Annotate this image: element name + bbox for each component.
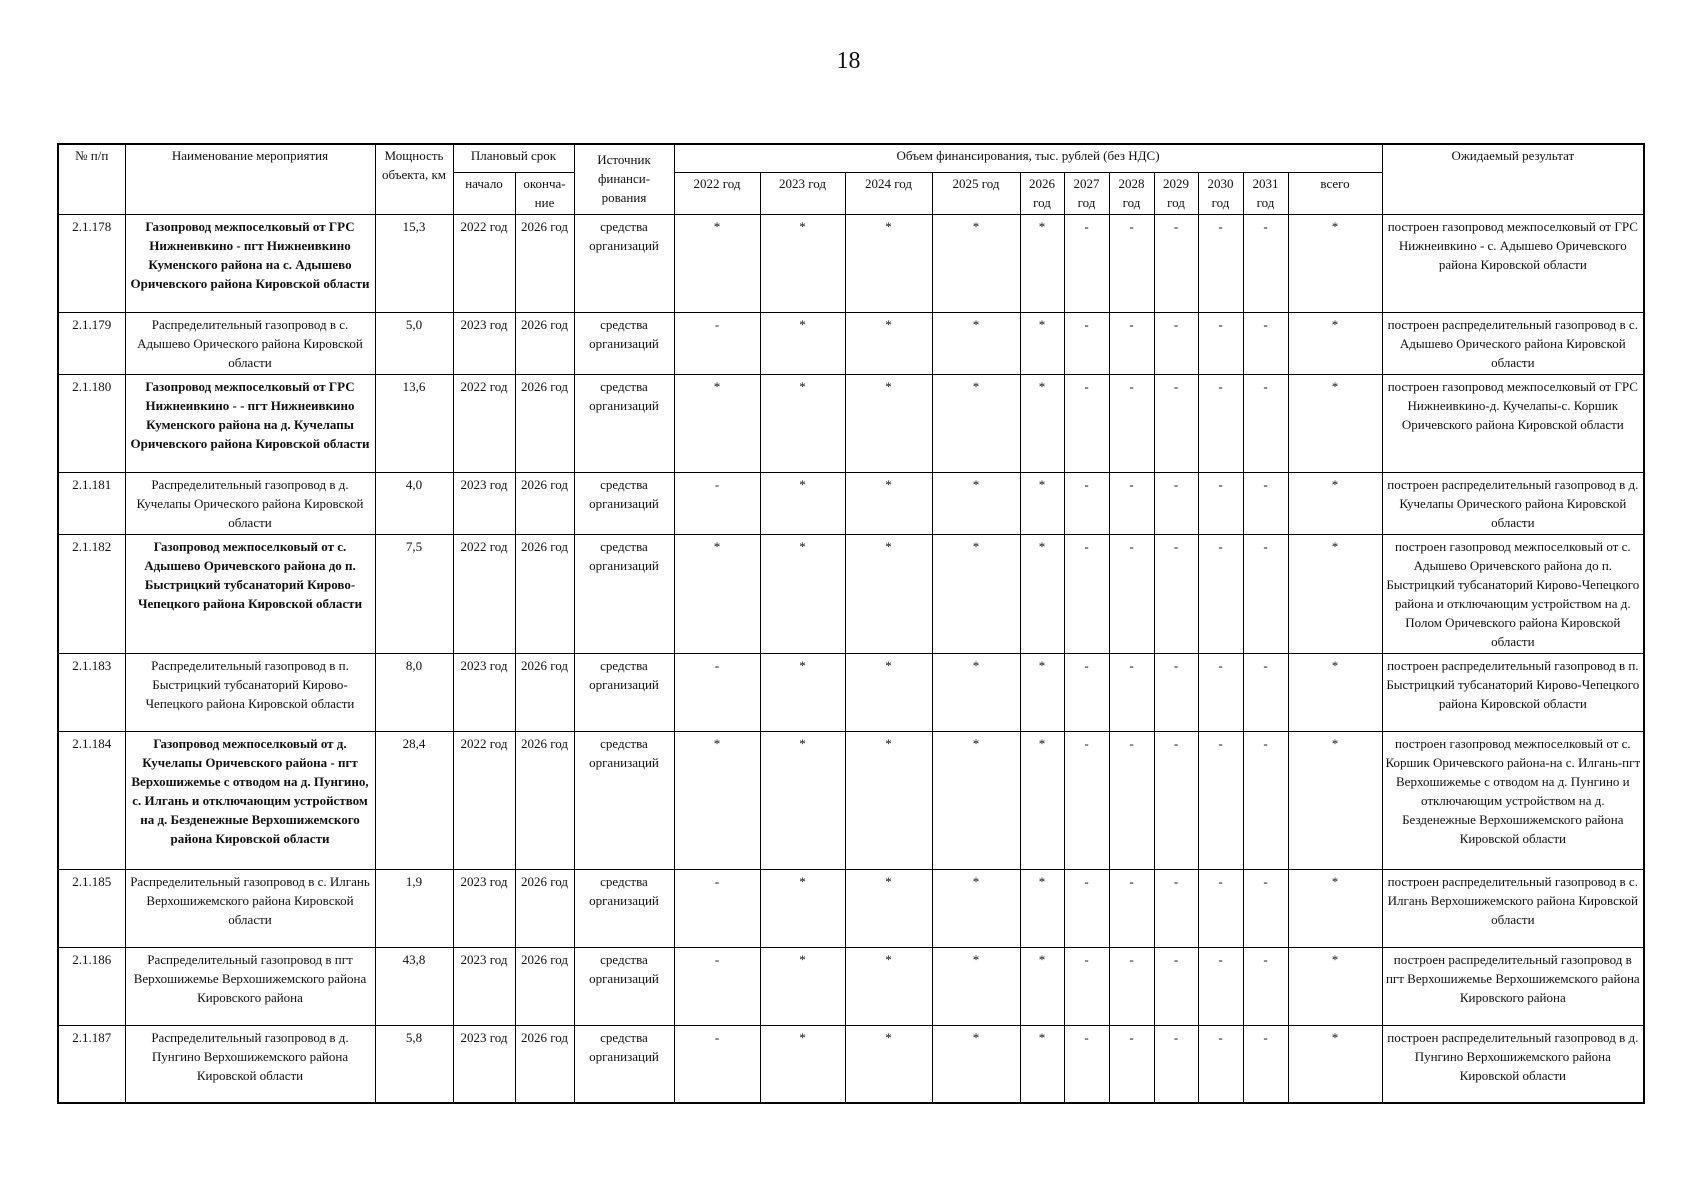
funding-source: средства организаций bbox=[574, 869, 674, 947]
term-end: 2026 год bbox=[515, 869, 574, 947]
funding-2024: * bbox=[845, 653, 932, 731]
term-start: 2023 год bbox=[453, 472, 515, 534]
funding-2030: - bbox=[1198, 947, 1243, 1025]
table-row bbox=[58, 214, 1644, 312]
funding-2031: - bbox=[1243, 214, 1288, 312]
funding-2022: * bbox=[674, 214, 760, 312]
table-body bbox=[58, 214, 1644, 1103]
header-term: Плановый срок bbox=[453, 144, 574, 172]
funding-2029: - bbox=[1154, 869, 1198, 947]
funding-source: средства организаций bbox=[574, 947, 674, 1025]
measure-name: Распределительный газопровод в п. Быстрицкий тубсанаторий Кирово-Чепецкого района Кировской области bbox=[125, 653, 375, 731]
funding-2024: * bbox=[845, 214, 932, 312]
funding-2023: * bbox=[760, 214, 845, 312]
funding-2023: * bbox=[760, 653, 845, 731]
funding-2030: - bbox=[1198, 653, 1243, 731]
header-source: Источник финанси-рования bbox=[574, 144, 674, 214]
funding-2026: * bbox=[1020, 534, 1064, 653]
funding-2031: - bbox=[1243, 534, 1288, 653]
table-row bbox=[58, 947, 1644, 1025]
funding-2023: * bbox=[760, 1025, 845, 1103]
row-number: 2.1.180 bbox=[58, 374, 125, 472]
funding-2028: - bbox=[1109, 312, 1154, 374]
funding-2022: - bbox=[674, 869, 760, 947]
funding-2022: * bbox=[674, 731, 760, 869]
term-end: 2026 год bbox=[515, 214, 574, 312]
header-year-2023: 2023 год bbox=[760, 172, 845, 214]
funding-2031: - bbox=[1243, 947, 1288, 1025]
funding-2028: - bbox=[1109, 214, 1154, 312]
expected-result: построен газопровод межпоселковый от с. Коршик Оричевского района-на с. Илгань-пгт Верхошижемье с отводом на д. Пунгино и отключающим устройством на д. Безденежные Верхошижемского района Кировской области bbox=[1382, 731, 1644, 869]
funding-2030: - bbox=[1198, 731, 1243, 869]
funding-2025: * bbox=[932, 534, 1020, 653]
header-capacity: Мощность объекта, км bbox=[375, 144, 453, 214]
funding-2031: - bbox=[1243, 312, 1288, 374]
term-start: 2023 год bbox=[453, 653, 515, 731]
funding-2025: * bbox=[932, 869, 1020, 947]
funding-2023: * bbox=[760, 731, 845, 869]
page-number: 18 bbox=[836, 48, 861, 74]
funding-2025: * bbox=[932, 214, 1020, 312]
funding-2029: - bbox=[1154, 731, 1198, 869]
term-start: 2022 год bbox=[453, 374, 515, 472]
term-start: 2022 год bbox=[453, 731, 515, 869]
funding-2025: * bbox=[932, 731, 1020, 869]
funding-2027: - bbox=[1064, 312, 1109, 374]
funding-2031: - bbox=[1243, 1025, 1288, 1103]
funding-2029: - bbox=[1154, 472, 1198, 534]
term-start: 2023 год bbox=[453, 1025, 515, 1103]
capacity-km: 8,0 bbox=[375, 653, 453, 731]
row-number: 2.1.182 bbox=[58, 534, 125, 653]
funding-total: * bbox=[1288, 472, 1382, 534]
funding-2028: - bbox=[1109, 731, 1154, 869]
header-num: № п/п bbox=[58, 144, 125, 214]
table-row bbox=[58, 534, 1644, 653]
funding-2026: * bbox=[1020, 214, 1064, 312]
measure-name: Газопровод межпоселковый от ГРС Нижнеивкино - - пгт Нижнеивкино Куменского района на д. Кучелапы Оричевского района Кировской области bbox=[125, 374, 375, 472]
funding-2029: - bbox=[1154, 947, 1198, 1025]
header-year-2027: 2027 год bbox=[1064, 172, 1109, 214]
funding-2030: - bbox=[1198, 374, 1243, 472]
capacity-km: 28,4 bbox=[375, 731, 453, 869]
table-row bbox=[58, 1025, 1644, 1103]
row-number: 2.1.179 bbox=[58, 312, 125, 374]
funding-2027: - bbox=[1064, 947, 1109, 1025]
funding-total: * bbox=[1288, 731, 1382, 869]
funding-2031: - bbox=[1243, 653, 1288, 731]
funding-2026: * bbox=[1020, 869, 1064, 947]
header-year-2025: 2025 год bbox=[932, 172, 1020, 214]
term-end: 2026 год bbox=[515, 312, 574, 374]
row-number: 2.1.181 bbox=[58, 472, 125, 534]
row-number: 2.1.186 bbox=[58, 947, 125, 1025]
funding-2029: - bbox=[1154, 534, 1198, 653]
funding-2027: - bbox=[1064, 214, 1109, 312]
funding-2024: * bbox=[845, 472, 932, 534]
funding-2025: * bbox=[932, 312, 1020, 374]
row-number: 2.1.178 bbox=[58, 214, 125, 312]
funding-2022: - bbox=[674, 1025, 760, 1103]
expected-result: построен газопровод межпоселковый от ГРС Нижнеивкино-д. Кучелапы-с. Коршик Оричевского района Кировской области bbox=[1382, 374, 1644, 472]
term-end: 2026 год bbox=[515, 534, 574, 653]
funding-2027: - bbox=[1064, 731, 1109, 869]
funding-2028: - bbox=[1109, 869, 1154, 947]
funding-source: средства организаций bbox=[574, 653, 674, 731]
capacity-km: 43,8 bbox=[375, 947, 453, 1025]
funding-2022: - bbox=[674, 653, 760, 731]
measure-name: Газопровод межпоселковый от с. Адышево Оричевского района до п. Быстрицкий тубсанаторий Кирово-Чепецкого района Кировской области bbox=[125, 534, 375, 653]
funding-2026: * bbox=[1020, 374, 1064, 472]
funding-2030: - bbox=[1198, 472, 1243, 534]
expected-result: построен распределительный газопровод в пгт Верхошижемье Верхошижемского района Кировского района bbox=[1382, 947, 1644, 1025]
funding-total: * bbox=[1288, 214, 1382, 312]
capacity-km: 5,0 bbox=[375, 312, 453, 374]
funding-2031: - bbox=[1243, 731, 1288, 869]
term-start: 2022 год bbox=[453, 214, 515, 312]
funding-2024: * bbox=[845, 374, 932, 472]
funding-2023: * bbox=[760, 312, 845, 374]
funding-2027: - bbox=[1064, 1025, 1109, 1103]
header-total: всего bbox=[1288, 172, 1382, 214]
term-start: 2023 год bbox=[453, 312, 515, 374]
funding-2029: - bbox=[1154, 1025, 1198, 1103]
funding-2024: * bbox=[845, 869, 932, 947]
funding-total: * bbox=[1288, 534, 1382, 653]
expected-result: построен распределительный газопровод в с. Адышево Орического района Кировской области bbox=[1382, 312, 1644, 374]
header-year-2031: 2031 год bbox=[1243, 172, 1288, 214]
row-number: 2.1.185 bbox=[58, 869, 125, 947]
funding-total: * bbox=[1288, 653, 1382, 731]
funding-source: средства организаций bbox=[574, 312, 674, 374]
header-year-2029: 2029 год bbox=[1154, 172, 1198, 214]
funding-2028: - bbox=[1109, 1025, 1154, 1103]
funding-2025: * bbox=[932, 947, 1020, 1025]
funding-2028: - bbox=[1109, 472, 1154, 534]
header-result: Ожидаемый результат bbox=[1382, 144, 1644, 214]
expected-result: построен газопровод межпоселковый от с. Адышево Оричевского района до п. Быстрицкий тубсанаторий Кирово-Чепецкого района и отключающим устройством на д. Полом Оричевского района Кировской области bbox=[1382, 534, 1644, 653]
funding-2031: - bbox=[1243, 869, 1288, 947]
funding-source: средства организаций bbox=[574, 1025, 674, 1103]
term-end: 2026 год bbox=[515, 653, 574, 731]
measure-name: Распределительный газопровод в д. Кучелапы Орического района Кировской области bbox=[125, 472, 375, 534]
funding-2025: * bbox=[932, 472, 1020, 534]
funding-2023: * bbox=[760, 534, 845, 653]
funding-2029: - bbox=[1154, 374, 1198, 472]
funding-2025: * bbox=[932, 653, 1020, 731]
table-row bbox=[58, 312, 1644, 374]
capacity-km: 13,6 bbox=[375, 374, 453, 472]
funding-2026: * bbox=[1020, 1025, 1064, 1103]
funding-2029: - bbox=[1154, 214, 1198, 312]
funding-2023: * bbox=[760, 374, 845, 472]
funding-2025: * bbox=[932, 374, 1020, 472]
funding-2026: * bbox=[1020, 653, 1064, 731]
funding-2027: - bbox=[1064, 534, 1109, 653]
table-row bbox=[58, 869, 1644, 947]
funding-2029: - bbox=[1154, 653, 1198, 731]
funding-2022: * bbox=[674, 534, 760, 653]
header-funding: Объем финансирования, тыс. рублей (без НДС) bbox=[674, 144, 1382, 172]
funding-2028: - bbox=[1109, 374, 1154, 472]
funding-2026: * bbox=[1020, 472, 1064, 534]
capacity-km: 7,5 bbox=[375, 534, 453, 653]
expected-result: построен распределительный газопровод в д. Кучелапы Орического района Кировской области bbox=[1382, 472, 1644, 534]
funding-source: средства организаций bbox=[574, 731, 674, 869]
measure-name: Газопровод межпоселковый от ГРС Нижнеивкино - пгт Нижнеивкино Куменского района на с. Адышево Оричевского района Кировской области bbox=[125, 214, 375, 312]
measure-name: Распределительный газопровод в с. Илгань Верхошижемского района Кировской области bbox=[125, 869, 375, 947]
funding-2024: * bbox=[845, 731, 932, 869]
funding-2026: * bbox=[1020, 731, 1064, 869]
funding-2028: - bbox=[1109, 653, 1154, 731]
funding-2023: * bbox=[760, 472, 845, 534]
expected-result: построен распределительный газопровод в с. Илгань Верхошижемского района Кировской области bbox=[1382, 869, 1644, 947]
capacity-km: 4,0 bbox=[375, 472, 453, 534]
expected-result: построен распределительный газопровод в д. Пунгино Верхошижемского района Кировской области bbox=[1382, 1025, 1644, 1103]
funding-2022: * bbox=[674, 374, 760, 472]
funding-2025: * bbox=[932, 1025, 1020, 1103]
funding-2023: * bbox=[760, 947, 845, 1025]
table-row bbox=[58, 653, 1644, 731]
funding-2031: - bbox=[1243, 374, 1288, 472]
funding-2027: - bbox=[1064, 374, 1109, 472]
row-number: 2.1.184 bbox=[58, 731, 125, 869]
header-year-2024: 2024 год bbox=[845, 172, 932, 214]
funding-2022: - bbox=[674, 312, 760, 374]
funding-2028: - bbox=[1109, 534, 1154, 653]
measure-name: Распределительный газопровод в д. Пунгино Верхошижемского района Кировской области bbox=[125, 1025, 375, 1103]
table-row bbox=[58, 472, 1644, 534]
header-name: Наименование мероприятия bbox=[125, 144, 375, 214]
funding-2024: * bbox=[845, 534, 932, 653]
header-term-end: оконча-ние bbox=[515, 172, 574, 214]
funding-2022: - bbox=[674, 472, 760, 534]
header-year-2022: 2022 год bbox=[674, 172, 760, 214]
term-end: 2026 год bbox=[515, 731, 574, 869]
funding-total: * bbox=[1288, 1025, 1382, 1103]
expected-result: построен распределительный газопровод в п. Быстрицкий тубсанаторий Кирово-Чепецкого района Кировской области bbox=[1382, 653, 1644, 731]
term-end: 2026 год bbox=[515, 947, 574, 1025]
table-row bbox=[58, 731, 1644, 869]
measure-name: Распределительный газопровод в пгт Верхошижемье Верхошижемского района Кировского района bbox=[125, 947, 375, 1025]
funding-2030: - bbox=[1198, 312, 1243, 374]
funding-total: * bbox=[1288, 869, 1382, 947]
funding-source: средства организаций bbox=[574, 374, 674, 472]
funding-2030: - bbox=[1198, 214, 1243, 312]
header-year-2028: 2028 год bbox=[1109, 172, 1154, 214]
header-year-2030: 2030 год bbox=[1198, 172, 1243, 214]
funding-table bbox=[57, 143, 1645, 1104]
term-start: 2022 год bbox=[453, 534, 515, 653]
term-end: 2026 год bbox=[515, 374, 574, 472]
funding-2030: - bbox=[1198, 1025, 1243, 1103]
term-start: 2023 год bbox=[453, 869, 515, 947]
funding-2030: - bbox=[1198, 534, 1243, 653]
funding-2031: - bbox=[1243, 472, 1288, 534]
funding-2024: * bbox=[845, 947, 932, 1025]
funding-2027: - bbox=[1064, 869, 1109, 947]
table-header bbox=[58, 144, 1644, 214]
funding-2022: - bbox=[674, 947, 760, 1025]
header-year-2026: 2026 год bbox=[1020, 172, 1064, 214]
term-end: 2026 год bbox=[515, 472, 574, 534]
funding-total: * bbox=[1288, 312, 1382, 374]
funding-source: средства организаций bbox=[574, 472, 674, 534]
measure-name: Распределительный газопровод в с. Адышево Орического района Кировской области bbox=[125, 312, 375, 374]
funding-2027: - bbox=[1064, 653, 1109, 731]
capacity-km: 5,8 bbox=[375, 1025, 453, 1103]
funding-2026: * bbox=[1020, 312, 1064, 374]
term-start: 2023 год bbox=[453, 947, 515, 1025]
funding-2024: * bbox=[845, 312, 932, 374]
funding-source: средства организаций bbox=[574, 534, 674, 653]
capacity-km: 15,3 bbox=[375, 214, 453, 312]
expected-result: построен газопровод межпоселковый от ГРС Нижнеивкино - с. Адышево Оричевского района Кировской области bbox=[1382, 214, 1644, 312]
funding-source: средства организаций bbox=[574, 214, 674, 312]
term-end: 2026 год bbox=[515, 1025, 574, 1103]
funding-2028: - bbox=[1109, 947, 1154, 1025]
funding-2030: - bbox=[1198, 869, 1243, 947]
row-number: 2.1.187 bbox=[58, 1025, 125, 1103]
header-term-start: начало bbox=[453, 172, 515, 214]
funding-total: * bbox=[1288, 374, 1382, 472]
funding-total: * bbox=[1288, 947, 1382, 1025]
measure-name: Газопровод межпоселковый от д. Кучелапы Оричевского района - пгт Верхошижемье с отводом на д. Пунгино, с. Илгань и отключающим устройством на д. Безденежные Верхошижемского района Кировской области bbox=[125, 731, 375, 869]
funding-2023: * bbox=[760, 869, 845, 947]
row-number: 2.1.183 bbox=[58, 653, 125, 731]
funding-2024: * bbox=[845, 1025, 932, 1103]
funding-2026: * bbox=[1020, 947, 1064, 1025]
funding-2027: - bbox=[1064, 472, 1109, 534]
funding-2029: - bbox=[1154, 312, 1198, 374]
table-row bbox=[58, 374, 1644, 472]
capacity-km: 1,9 bbox=[375, 869, 453, 947]
